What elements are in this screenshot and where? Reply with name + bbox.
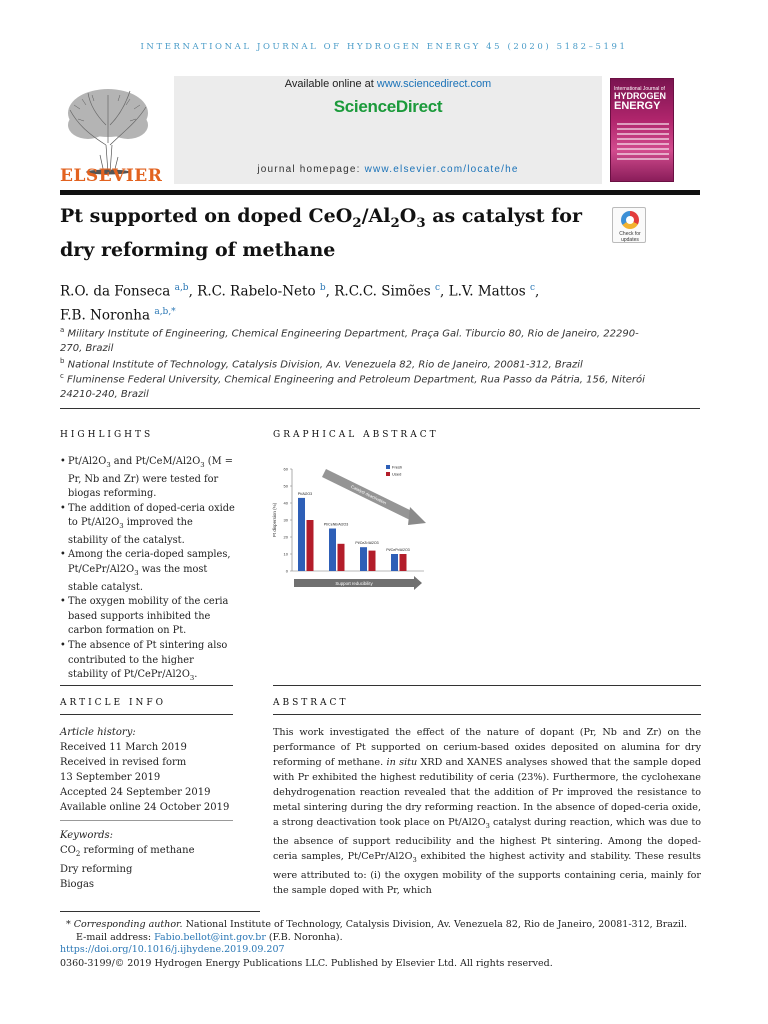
affiliation xyxy=(60,369,660,402)
copyright: 0360-3199/© 2019 Hydrogen Energy Publications LLC. Published by Elsevier Ltd. All rights reserved. xyxy=(60,958,553,969)
author-affil-mark[interactable]: c xyxy=(434,283,441,293)
check-updates-label: Check for updates xyxy=(619,231,641,243)
highlights-heading: HIGHLIGHTS xyxy=(60,430,154,440)
abstract-text: This work investigated the effect of the nature of dopant (Pr, Nb and Zr) on the performance of Pt supported on cerium-based oxides deposited on alumina for dry reforming of methane. in situ XRD and XANES analyses showed that the sample doped with Pr exhibited the highest redutibility of ceria (23%). Furthermore, the cyclohexane dehydrogenation reaction revealed that the addition of Pr improved the resistance to metal sintering during the dry reforming reaction. In the absence of doped-ceria oxide, a strong deactivation took place on $Pt/Al2O_3$ catalyst during reaction, which was due to the absence of support reducibility and the highest Pt sintering. Among the doped-ceria samples, $Pt/CePr/Al2O_3$ exhibited the highest activity and stability. These results were attributed to: (i) the oxygen mobility of the supports containing ceria, mainly for the sample doped with Pr, which xyxy=(273,727,701,896)
y-tick-label: 10 xyxy=(283,551,288,557)
affiliation-mark: a xyxy=(60,326,65,334)
legend-swatch xyxy=(386,465,390,469)
y-tick-label: 20 xyxy=(283,534,288,540)
author-affil-mark[interactable]: b xyxy=(319,283,326,293)
keyword[interactable]: Dry reforming xyxy=(60,864,133,875)
author-affil-mark[interactable]: a,b xyxy=(174,283,189,293)
history-item: Available online 24 October 2019 xyxy=(60,802,230,813)
y-tick-label: 0 xyxy=(285,568,288,574)
bar xyxy=(307,520,314,571)
sciencedirect-link[interactable]: www.sciencedirect.com xyxy=(376,78,492,90)
title-sub1: 2 xyxy=(352,215,362,231)
title-part3: O xyxy=(399,205,417,227)
article-history xyxy=(60,725,240,815)
reducibility-label: Support reducibility xyxy=(335,581,373,586)
keywords xyxy=(60,828,240,892)
cover-decoration xyxy=(617,123,669,163)
keyword[interactable]: $CO_2$ reforming of methane xyxy=(60,845,195,858)
cover-line2: HYDROGEN xyxy=(614,91,667,101)
corresponding-label: Corresponding author. xyxy=(73,919,183,930)
author-affil-mark[interactable]: c xyxy=(529,283,535,293)
corresponding-footnote: * Corresponding author. National Institute of Technology, Catalysis Division, Av. Venezuela 82, Rio de Janeiro, 20081-312, Brazil. xyxy=(66,919,688,930)
author-name[interactable]: R.C. Rabelo-Neto xyxy=(197,283,316,300)
available-prefix: Available online at xyxy=(284,78,377,90)
category-label: Pt/Al2O3 xyxy=(297,491,313,496)
legend-label: Used xyxy=(392,471,402,477)
author-affil-mark[interactable]: a,b,* xyxy=(154,306,176,317)
y-tick-label: 40 xyxy=(283,500,288,506)
abstract-rule xyxy=(273,714,701,715)
legend-swatch xyxy=(386,472,390,476)
y-tick-label: 30 xyxy=(283,517,288,523)
sciencedirect-brand: ScienceDirect xyxy=(333,97,443,116)
highlight-item: • Among the ceria-doped samples, $Pt/CePr/Al2O_3$ was the most stable catalyst. xyxy=(60,548,235,595)
history-item: Received in revised form xyxy=(60,757,187,768)
check-updates-icon xyxy=(621,211,639,229)
history-item: Received 11 March 2019 xyxy=(60,742,187,753)
author-name[interactable]: R.C.C. Simões xyxy=(334,283,431,300)
author-name[interactable]: L.V. Mattos xyxy=(448,283,526,300)
author-list: R.O. da Fonseca $^{a,b}$, R.C. Rabelo-Neto $^b$, R.C.C. Simões $^c$, L.V. Mattos $^c$, F.B. Noronha $^{a,b,*}$ xyxy=(60,283,540,323)
cover-line1: International Journal of xyxy=(614,86,665,92)
available-online xyxy=(174,78,602,90)
header-rule xyxy=(60,190,700,195)
title-part1: Pt supported on doped CeO xyxy=(60,205,353,227)
title-part2: /Al xyxy=(361,205,391,227)
article-title xyxy=(60,203,600,263)
affiliation-rule xyxy=(60,408,700,409)
y-tick-label: 50 xyxy=(283,483,288,489)
email-suffix: (F.B. Noronha). xyxy=(265,932,343,943)
graphical-abstract-chart xyxy=(264,455,432,595)
affiliation-mark: c xyxy=(60,372,64,380)
bar xyxy=(369,551,376,571)
deactivation-label: Catalyst deactivation xyxy=(350,483,388,506)
footnote-rule xyxy=(60,911,260,912)
highlight-item: • $Pt/Al2O_3$ and $Pt/CeM/Al2O_3$ (M = Pr, Nb and Zr) were tested for biogas reforming. xyxy=(60,455,235,502)
title-sub2: 2 xyxy=(390,215,400,231)
category-label: Pt/CeZr/Al2O3 xyxy=(355,541,379,546)
journal-cover-image xyxy=(610,78,674,182)
title-sub3: 3 xyxy=(416,215,426,231)
keyword[interactable]: Biogas xyxy=(60,879,95,890)
title-part4: as catalyst for dry reforming of methane xyxy=(60,205,582,261)
bar xyxy=(360,547,367,571)
graphical-abstract-rule xyxy=(273,685,701,686)
highlights-rule xyxy=(60,685,233,686)
journal-homepage xyxy=(174,164,602,175)
highlight-item: • The addition of doped-ceria oxide to $Pt/Al2O_3$ improved the stability of the catalyst. xyxy=(60,502,235,549)
author-name[interactable]: R.O. da Fonseca xyxy=(60,283,171,300)
homepage-prefix: journal homepage: xyxy=(257,164,365,175)
cover-line3: ENERGY xyxy=(614,100,661,112)
article-info-heading: ARTICLE INFO xyxy=(60,698,167,708)
highlight-item: • The absence of Pt sintering also contributed to the higher stability of $Pt/CePr/Al2O_3$. xyxy=(60,639,235,686)
journal-citation: INTERNATIONAL JOURNAL OF HYDROGEN ENERGY 45 (2020) 5182–5191 xyxy=(140,42,628,52)
y-axis-label: Pt dispersion (%) xyxy=(272,502,277,538)
homepage-link[interactable]: www.elsevier.com/locate/he xyxy=(364,164,519,175)
history-label: Article history: xyxy=(60,727,136,738)
bar xyxy=(329,529,336,572)
elsevier-wordmark: ELSEVIER xyxy=(60,166,163,186)
bar xyxy=(400,554,407,571)
article-info-rule xyxy=(60,714,233,715)
legend-label: Fresh xyxy=(392,464,403,470)
corresponding-text: National Institute of Technology, Catalysis Division, Av. Venezuela 82, Rio de Janeiro, 20081-312, Brazil. xyxy=(185,919,688,930)
email-link[interactable]: Fabio.bellot@int.gov.br xyxy=(154,932,266,943)
affiliation-text: National Institute of Technology, Catalysis Division, Av. Venezuela 82, Rio de Janeiro, 20081-312, Brazil xyxy=(67,359,583,371)
keywords-label: Keywords: xyxy=(60,830,114,841)
history-item: 13 September 2019 xyxy=(60,772,161,783)
category-label: Pt/CeNb/Al2O3 xyxy=(323,522,349,527)
affiliation-text: Military Institute of Engineering, Chemical Engineering Department, Praça Gal. Tiburcio 80, Rio de Janeiro, 22290-270, Brazil xyxy=(60,328,639,355)
bar xyxy=(298,498,305,571)
y-tick-label: 60 xyxy=(283,466,288,472)
history-rule xyxy=(60,820,233,821)
affiliation-mark: b xyxy=(60,357,65,365)
email-label: E-mail address: xyxy=(76,932,155,943)
history-item: Accepted 24 September 2019 xyxy=(60,787,211,798)
check-for-updates-button[interactable] xyxy=(612,207,646,243)
affiliation xyxy=(60,323,660,356)
author-name[interactable]: F.B. Noronha xyxy=(60,307,151,323)
graphical-abstract-heading: GRAPHICAL ABSTRACT xyxy=(273,430,439,440)
bar xyxy=(391,554,398,571)
highlights-list xyxy=(60,455,235,686)
highlight-item: • The oxygen mobility of the ceria based supports inhibited the carbon formation on Pt. xyxy=(60,595,235,639)
category-label: Pt/CePr/Al2O3 xyxy=(386,548,410,552)
bar xyxy=(338,544,345,571)
affiliation-text: Fluminense Federal University, Chemical Engineering and Petroleum Department, Rua Passo da Pátria, 156, Niterói 24210-240, Brazil xyxy=(60,374,645,401)
doi-link[interactable]: https://doi.org/10.1016/j.ijhydene.2019.09.207 xyxy=(60,944,285,955)
abstract-heading: ABSTRACT xyxy=(273,698,349,708)
